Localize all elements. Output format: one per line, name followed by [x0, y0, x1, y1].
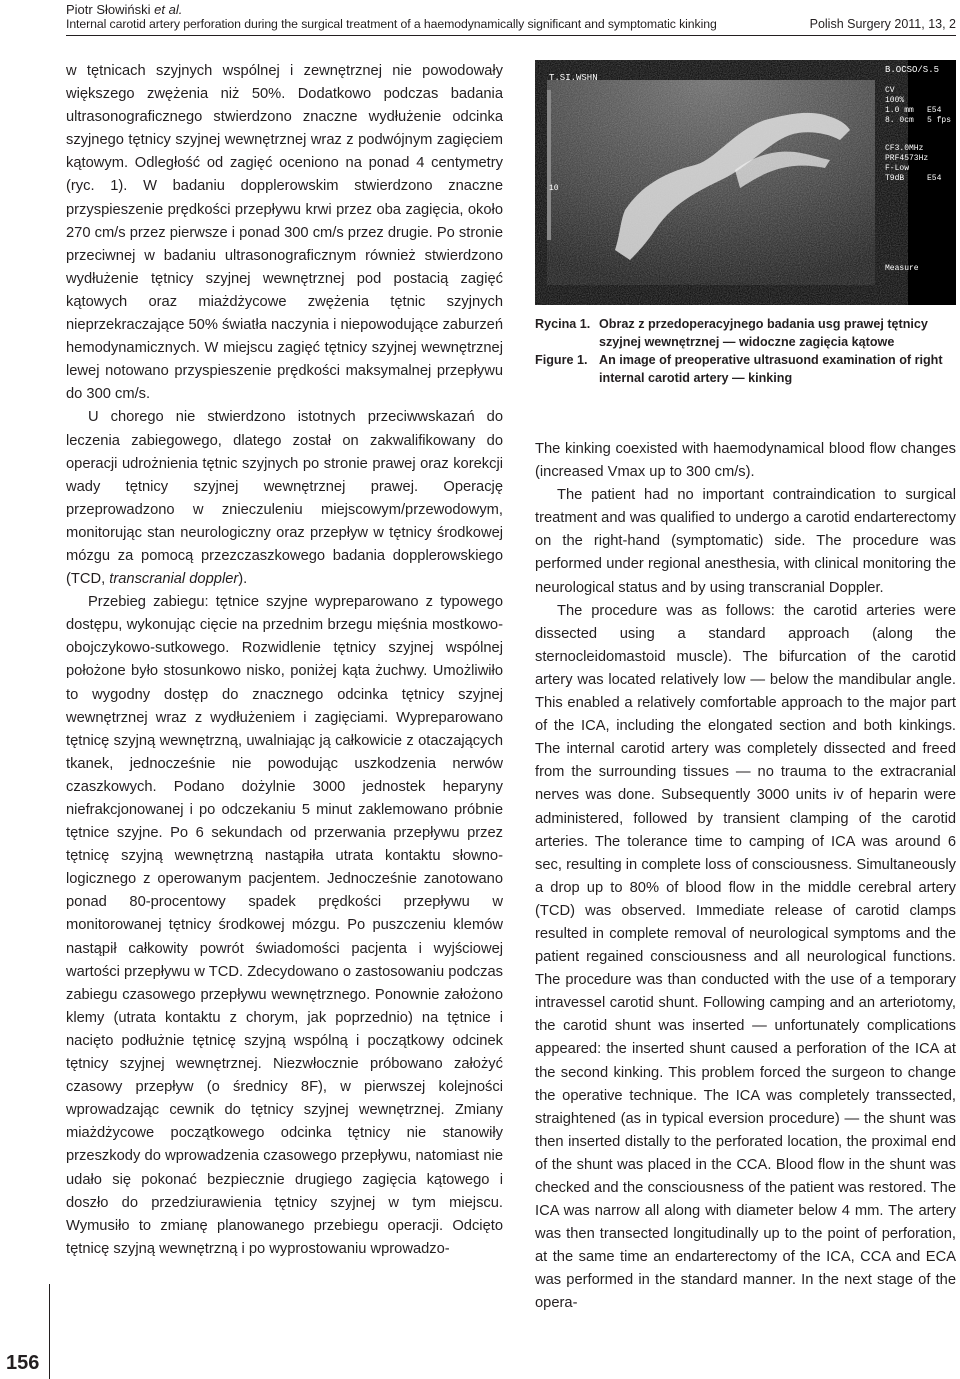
author-suffix: et al.	[154, 2, 183, 17]
paragraph-3: Przebieg zabiegu: tętnice szyjne wypreparowano z typowego dostępu, wykonując cięcie na przednim brzegu mięśnia mostkowo-obojczykowo-sutkowego. Rozwidlenie tętnicy szyjnej wspólnej położone było stosunkowo nisko, poniżej kąta żuchwy. Umożliwiło to wygodny dostęp do znacznego odcinka tętnicy szyjnej wewnętrznej wraz z wydłużeniem i zagięciami. Wypreparowano tętnicę szyjną wewnętrzną, uwalniając ją całkowicie z otaczających tkanek, jednocześnie nie powodując uszkodzenia nerwów czaszkowych. Podano dożylnie 3000 jednostek heparyny niefrakcjonowanej i po odczekaniu 5 minut zaklemowano próbnie tętnice szyjne. Po 6 sekundach od przerwania przepływu przez tętnicę szyjną wewnętrzną nastąpiła utrata kontaktu słowno-logicznego z operowanym pacjentem. Jednocześnie zanotowano ponad 80-procentowy spadek prędkości przepływu w monitorowanej tętnicy środkowej mózgu. Po puszczeniu klemów nastąpił całkowity powrót świadomości pacjenta i wyjściowej wartości przepływu w TCD. Zdecydowano o zastosowaniu podczas zabiegu czasowego przepływu wewnętrznego. Ponownie założono klemy (utrata kontaktu z chorym, jak poprzednio) na tętnice i nacięto podłużnie tętnicę szyjną wspólną i początkowy odcinek tętnicy szyjnej wewnętrznej. Niezwłocznie próbowano założyć czasowy przepływ (o średnicy 8F), w pierwszej kolejności wprowadzając cewnik do tętnicy szyjnej wewnętrznej. Zmiany miażdżycowe początkowego odcinka tętnicy nie stanowiły przeszkody do wprowadzenia czasowego przepływu, natomiast nie udało się pokonać bezpiecznie drugiego zagięcia kątowego i doszło do przedziurawienia tętnicy szyjnej w tym miejscu. Wymusiło to zmianę planowanego przebiegu operacji. Odcięto tętnicę szyjną wewnętrzną i po wyprostowaniu wprowadzo-	[66, 594, 503, 1257]
overlay-label-left: T.SI.WSHN	[549, 73, 598, 83]
ultrasound-figure	[535, 60, 956, 305]
overlay-measure: Measure	[885, 264, 919, 273]
paragraph-2	[66, 406, 503, 591]
header-rule	[66, 35, 956, 36]
caption-en-label: Figure 1.	[535, 353, 588, 367]
caption-pl-text: Obraz z przedoperacyjnego badania usg prawej tętnicy szyjnej wewnętrznej — widoczne zagięcia kątowe	[599, 317, 928, 349]
header-author	[66, 2, 182, 17]
overlay-cf-4: T9dB	[885, 174, 905, 183]
ultrasound-image	[535, 60, 956, 305]
paragraph-en-2: The patient had no important contraindication to surgical treatment and was qualified to undergo a carotid endarterectomy on the right-hand (symptomatic) side. The procedure was performed under regional anesthesia, with clinical monitoring the neurological status and by using transcranial Doppler.	[535, 487, 956, 596]
overlay-cv: CV	[885, 86, 895, 95]
caption-polish	[535, 316, 956, 351]
overlay-right-val-1: E54	[927, 106, 942, 115]
overlay-right-val-2: 5 fps	[927, 116, 952, 125]
paragraph-en-3: The procedure was as follows: the carotid arteries were dissected using a standard approach (along the sternocleidomastoid muscle). The bifurcation of the carotid artery was located relatively low — below the mandibular angle. This enabled a relatively comfortable approach to the major part of the ICA, including the elongated section and both kinkings. The internal carotid artery was completely dissected and freed from the surrounding tissues — no trauma to the extracranial nerves was done. Subsequently 3000 units iv of heparin were administered, followed by transient clamping of the carotid arteries. The tolerance time to camping of ICA was around 6 sec, resulting in complete loss of consciousness. Simultaneously a drop up to 80% of blood flow in the middle cerebral artery (TCD) was observed. Immediate release of carotid clamps resulted in complete removal of neurological symptoms and the patient regained consciousness and all neurological functions. The procedure was than conducted with the use of a temporary intravessel carotid shunt. Following camping and an arteriotomy, the carotid shunt was inserted — unfortunately complications appeared: the inserted shunt caused a perforation of the ICA at the second kinking. This problem forced the surgeon to change the operative technique. The ICA was completely transsected, straightened (as in typical eversion procedure) — the shunt was then inserted distally to the perforated location, the proximal end of the shunt was placed in the CCA. Blood flow in the shunt was checked and the consciousness of the patient was restored. The ICA was narrow all along with diameter below 4 mm. The artery was then transected longitudinally up to the point of perforation, at the same time an endarterectomy of the ICA, CCA and ECA was performed in the standard manner. In the next stage of the opera-	[535, 602, 956, 1312]
paragraph-2-end: ).	[238, 571, 248, 588]
overlay-e54: E54	[927, 174, 942, 183]
right-column	[535, 438, 956, 1316]
header-journal: Polish Surgery 2011, 13, 2	[809, 17, 956, 31]
paragraph-1: w tętnicach szyjnych wspólnej i zewnętrznej nie powodowały większego zwężenia niż 50%. Dodatkowo podczas badania ultrasonograficznego stwierdzono znaczne wydłużenie odcinka szyjnego tętnicy szyjnej wewnętrznej wraz z podwójnym zagięciem kątowym. Odległość od zagięć oceniono na ponad 4 centymetry (ryc. 1). W badaniu dopplerowskim stwierdzono znaczne przyspieszenie prędkości przepływu krwi przez oba zagięcia, około 270 cm/s przez pierwsze i ponad 300 cm/s przez drugie. Po stronie przeciwnej w badaniu ultrasonograficznym również stwierdzono wydłużenie tętnicy szyjnej wewnętrznej pod postacią zagięć kątowych oraz miażdżycowe zwężenia tętnic szyjnych nieprzekraczające 50% światła naczynia i niepowodujące zaburzeń hemodynamicznych. W miejscu zagięć tętnicy szyjnej wewnętrznej lewej notowano przyspieszenie prędkości maksymalnej przepływu do 300 cm/s.	[66, 63, 503, 403]
overlay-cf-2: PRF4573Hz	[885, 154, 929, 163]
caption-english	[535, 352, 956, 387]
paragraph-2-text: U chorego nie stwierdzono istotnych przeciwwskazań do leczenia zabiegowego, dlatego został on zakwalifikowany do operacji udrożnienia tętnic szyjnych po stronie prawej oraz korekcji wady tętnicy szyjnej wewnętrznej prawej. Operację przeprowadzono w znieczuleniu miejscowym/przewodowym, monitorując stan neurologiczny oraz przepływ w tętnicy środkowej mózgu za pomocą przezczaszkowego badania dopplerowskiego (TCD,	[66, 409, 503, 588]
caption-en-text: An image of preoperative ultrasuond examination of right internal carotid artery — kinking	[599, 353, 943, 385]
page-number: 156	[6, 1352, 40, 1374]
overlay-cv-val-3: 8. 0cm	[885, 116, 914, 125]
overlay-cf-3: F-Low	[885, 164, 910, 173]
figure-caption	[535, 316, 956, 388]
paragraph-2-italic: transcranial doppler	[109, 571, 239, 588]
paragraph-en-1: The kinking coexisted with haemodynamical blood flow changes (increased Vmax up to 300 cm/s).	[535, 441, 956, 481]
overlay-cf-1: CF3.0MHz	[885, 144, 924, 153]
caption-pl-label: Rycina 1.	[535, 317, 591, 331]
running-header	[66, 0, 956, 34]
left-column	[66, 60, 503, 1261]
overlay-cv-val-1: 100%	[885, 96, 905, 105]
author-name: Piotr Słowiński	[66, 2, 151, 17]
header-article-title: Internal carotid artery perforation during the surgical treatment of a haemodynamically significant and symptomatic kinking	[66, 17, 717, 31]
overlay-cv-val-2: 1.0 mm	[885, 106, 914, 115]
page-number-rule	[49, 1284, 50, 1379]
overlay-label-right-top: B.OCSO/S.5	[885, 65, 940, 75]
overlay-axis-label: 10	[549, 184, 559, 193]
